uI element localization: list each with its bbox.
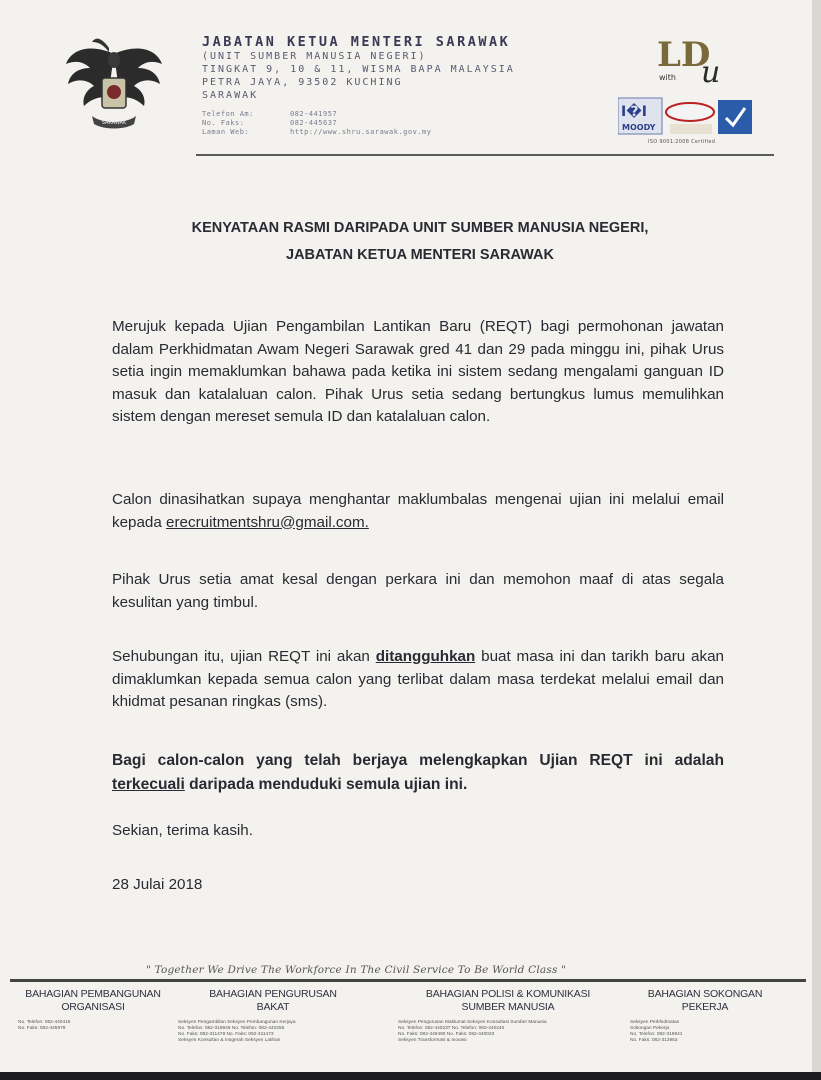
- paragraph-text: Calon dinasihatkan supaya menghantar maklumbalas mengenai ujian ini melalui email kepada: [112, 491, 724, 531]
- division-contacts: Seksyen Pengambilan Seksyen Pembangunan Kerjaya No. Telefon: 082-319946 No. Telefon: 082-440255 No. Faks: 082-311478 No. Faks: 082-311473 Seksyen Konsultan & Insgerah Seksyen Latihan: [178, 1020, 296, 1043]
- division-contacts: Seksyen Perkhidmatan Sokongan Pekerja No. Telefon: 082-319941 No. Faks: 082-313953: [630, 1020, 683, 1043]
- paragraph-text: Sehubungan itu, ujian REQT ini akan: [112, 648, 376, 665]
- emphasis-postponed: ditangguhkan: [375, 648, 476, 665]
- iso-caption: ISO 9001:2008 Certified: [648, 139, 716, 145]
- division-title: BAHAGIAN PENGURUSAN BAKAT: [209, 988, 337, 1013]
- contact-value: 082-441957: [290, 110, 338, 118]
- footer-divider: [10, 979, 806, 982]
- letterhead-divider: [196, 154, 774, 156]
- paragraph-exemption: [112, 749, 724, 797]
- website-link: http://www.shru.sarawak.gov.my: [290, 128, 432, 136]
- paragraph-system-issue: Merujuk kepada Ujian Pengambilan Lantikan Baru (REQT) bagi permohonan jawatan dalam Perkhidmatan Awam Negeri Sarawak gred 41 dan 29 pada minggu ini, pihak Urus setia ingin memaklumkan bahawa pada ketika ini sistem sedang mengalami ganguan ID masuk dan katalaluan calon. Pihak Urus setia sedang bertungkus lumus memulihkan sistem dengan mereset semula ID dan katalaluan calon.: [112, 318, 724, 425]
- contact-label: Telefon Am:: [202, 110, 254, 118]
- sarawak-crest-logo: [62, 34, 166, 138]
- footer-motto: " Together We Drive The Workforce In The Civil Service To Be World Class ": [146, 964, 567, 976]
- letterhead-organisation: JABATAN KETUA MENTERI SARAWAK: [202, 34, 511, 50]
- division-title: BAHAGIAN SOKONGAN PEKERJA: [647, 988, 763, 1013]
- emphasis-exempted: terkecuali: [112, 776, 185, 793]
- division-title: BAHAGIAN POLISI & KOMUNIKASI SUMBER MANUSIA: [425, 988, 591, 1013]
- paragraph-feedback: [112, 489, 724, 534]
- statement-date: 28 Julai 2018: [112, 876, 203, 893]
- contact-value: 082-445637: [290, 119, 338, 127]
- statement-title: [100, 215, 740, 269]
- title-line: KENYATAAN RASMI DARIPADA UNIT SUMBER MANUSIA NEGERI,: [191, 220, 649, 236]
- letterhead-contacts: [202, 110, 515, 137]
- ld-logo: [655, 32, 735, 88]
- contact-label: Laman Web:: [202, 128, 250, 136]
- letterhead-address-line: PETRA JAYA, 93502 KUCHING: [202, 77, 403, 88]
- paragraph-text: daripada menduduki semula ujian ini.: [184, 776, 468, 793]
- division-title: BAHAGIAN PEMBANGUNAN ORGANISASI: [25, 988, 161, 1013]
- footer-division-sokongan: [630, 988, 780, 1044]
- paragraph-postponement: [112, 646, 724, 714]
- contact-label: No. Faks:: [202, 119, 245, 127]
- paragraph-apology: Pihak Urus setia amat kesal dengan perkara ini dan memohon maaf di atas segala kesulitan yang timbul.: [112, 571, 724, 611]
- photo-edge-shadow: [812, 0, 821, 1080]
- letterhead-address-line: SARAWAK: [202, 90, 259, 101]
- email-link[interactable]: erecruitmentshru@gmail.com.: [166, 513, 369, 531]
- photo-bottom-edge: [0, 1072, 821, 1080]
- svg-text:LD: LD: [657, 35, 711, 75]
- footer-division-organisasi: [18, 988, 168, 1032]
- svg-text:I�I: I�I: [621, 104, 648, 120]
- letterhead-address-block: [202, 34, 515, 137]
- footer-division-polisi: [398, 988, 618, 1044]
- svg-text:with: with: [659, 73, 676, 82]
- paragraph-text: buat masa ini dan tarikh baru akan dimaklumkan kepada semua calon yang terlibat dalam masa terdekat melalui email dan khidmat pesanan ringkas (sms).: [112, 648, 724, 710]
- division-contacts: No. Telefon: 082-440415 No. Faks: 082-445979: [18, 1020, 71, 1031]
- letterhead-unit: (UNIT SUMBER MANUSIA NEGERI): [202, 51, 427, 62]
- letterhead-address-line: TINGKAT 9, 10 & 11, WISMA BAPA MALAYSIA: [202, 64, 515, 75]
- svg-text:u: u: [701, 55, 721, 88]
- title-line: JABATAN KETUA MENTERI SARAWAK: [286, 247, 554, 263]
- division-contacts: Seksyen Pengurusan Maklumat Seksyen Konsultasi Sumber Manusia No. Telefon: 082-440237 No. Telefon: 082-440240 No. Faks: 082-449490 No. Faks: 082-440033 Seksyen Transformasi & Inovasi: [398, 1020, 547, 1043]
- svg-text:SARAWAK: SARAWAK: [101, 120, 127, 126]
- svg-text:MOODY: MOODY: [622, 123, 656, 132]
- paragraph-text: Bagi calon-calon yang telah berjaya melengkapkan Ujian REQT ini adalah: [112, 752, 724, 769]
- footer-division-bakat: [178, 988, 368, 1044]
- closing-text: Sekian, terima kasih.: [112, 822, 253, 839]
